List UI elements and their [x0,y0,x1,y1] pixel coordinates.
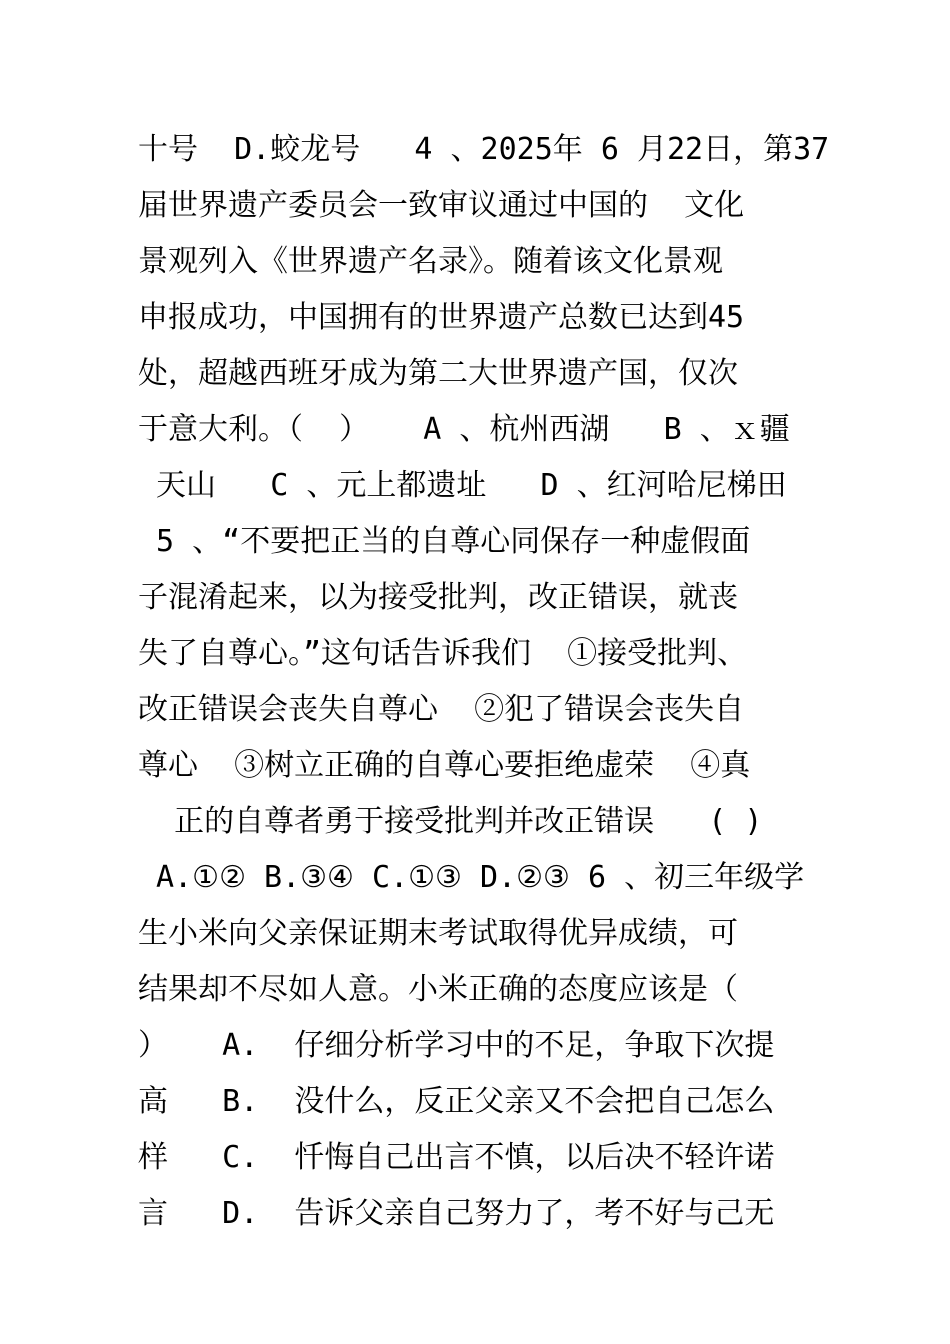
text-line: 结果却不尽如人意。小米正确的态度应该是（ [138,972,738,1007]
text-line: 高 B. 没什么，反正父亲又不会把自己怎么 [138,1084,775,1119]
text-line: 5 、“不要把正当的自尊心同保存一种虚假面 [138,524,751,559]
text-line: 尊心 ③树立正确的自尊心要拒绝虚荣 ④真 [138,748,751,783]
text-line: 申报成功，中国拥有的世界遗产总数已达到45 [138,300,745,335]
text-line: A.①② B.③④ C.①③ D.②③ 6 、初三年级学 [138,860,805,895]
text-line: 处，超越西班牙成为第二大世界遗产国，仅次 [138,356,738,391]
text-line: 样 C. 忏悔自己出言不慎，以后决不轻许诺 [138,1140,775,1175]
text-line: 正的自尊者勇于接受批判并改正错误 ( ) [138,804,763,839]
text-line: 改正错误会丧失自尊心 ②犯了错误会丧失自 [138,692,745,727]
text-line: ） A. 仔细分析学习中的不足，争取下次提 [138,1028,775,1063]
text-line: 言 D. 告诉父亲自己努力了，考不好与己无 [138,1196,775,1231]
text-line: 生小米向父亲保证期末考试取得优异成绩，可 [138,916,738,951]
text-line: 失了自尊心。”这句话告诉我们 ①接受批判、 [138,636,748,671]
text-line: 景观列入《世界遗产名录》。随着该文化景观 [138,244,723,279]
text-line: 于意大利。（ ） A 、杭州西湖 B 、ｘ疆 [138,412,790,447]
text-line: 十号 D.蛟龙号 4 、2025年 6 月22日，第37 [138,132,830,167]
text-line: 天山 C 、元上都遗址 D 、红河哈尼梯田 [138,468,787,503]
text-line: 届世界遗产委员会一致审议通过中国的 文化 [138,188,745,223]
question-text-block [138,122,850,1242]
text-line: 子混淆起来，以为接受批判，改正错误，就丧 [138,580,738,615]
